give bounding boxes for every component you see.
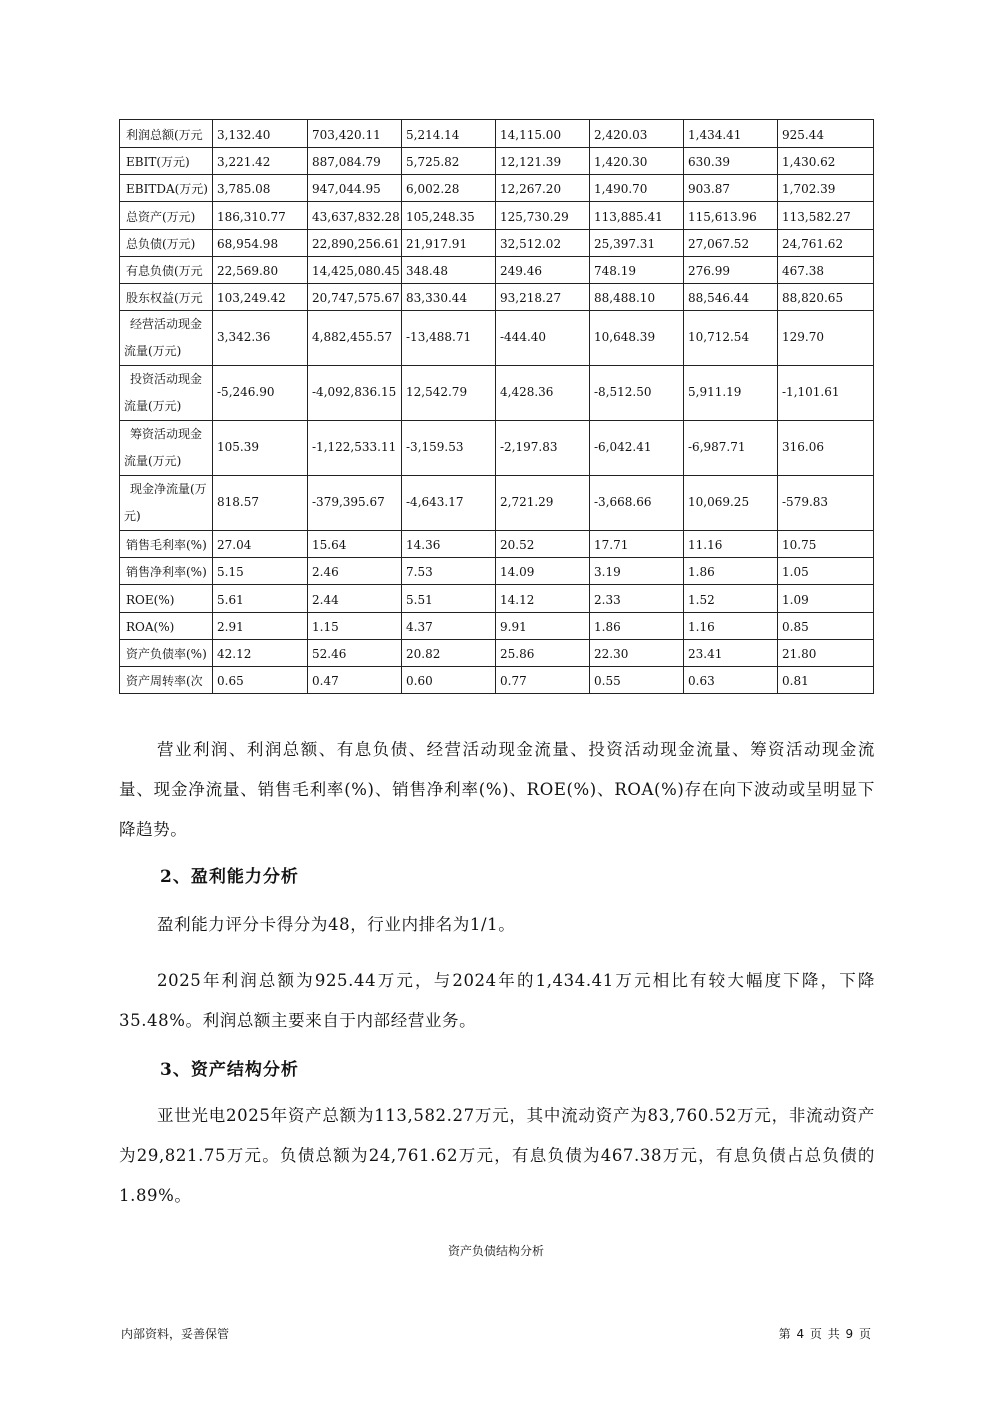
table-row bbox=[120, 476, 874, 531]
row-label: 股东权益(万元 bbox=[120, 284, 213, 311]
table-cell: 103,249.42 bbox=[213, 284, 308, 311]
row-label: 资产周转率(次 bbox=[120, 667, 213, 694]
row-label: ROA(%) bbox=[120, 613, 213, 640]
table-cell: 115,613.96 bbox=[684, 202, 778, 230]
table-cell: 1,490.70 bbox=[590, 175, 684, 202]
table-cell: 10,648.39 bbox=[590, 311, 684, 366]
table-cell: 22.30 bbox=[590, 640, 684, 667]
table-row bbox=[120, 667, 874, 694]
table-cell: 2.33 bbox=[590, 585, 684, 613]
table-cell: -13,488.71 bbox=[402, 311, 496, 366]
row-label: EBIT(万元) bbox=[120, 148, 213, 175]
table-cell: 818.57 bbox=[213, 476, 308, 531]
table-cell: 4,882,455.57 bbox=[308, 311, 402, 366]
table-row bbox=[120, 148, 874, 175]
row-label: 筹资活动现金流量(万元) bbox=[120, 421, 213, 476]
row-label: 投资活动现金流量(万元) bbox=[120, 366, 213, 421]
table-cell: 17.71 bbox=[590, 531, 684, 558]
row-label: 销售净利率(%) bbox=[120, 558, 213, 585]
table-cell: 10,712.54 bbox=[684, 311, 778, 366]
table-cell: 88,488.10 bbox=[590, 284, 684, 311]
table-cell: 0.77 bbox=[496, 667, 590, 694]
table-cell: 14.12 bbox=[496, 585, 590, 613]
table-cell: 0.65 bbox=[213, 667, 308, 694]
table-cell: 186,310.77 bbox=[213, 202, 308, 230]
table-cell: 20.82 bbox=[402, 640, 496, 667]
row-label: 销售毛利率(%) bbox=[120, 531, 213, 558]
profit-total-paragraph: 2025年利润总额为925.44万元，与2024年的1,434.41万元相比有较大幅度下降，下降35.48%。利润总额主要来自于内部经营业务。 bbox=[119, 971, 875, 1030]
table-row bbox=[120, 366, 874, 421]
table-cell: -6,042.41 bbox=[590, 421, 684, 476]
table-cell: 83,330.44 bbox=[402, 284, 496, 311]
table-cell: 105.39 bbox=[213, 421, 308, 476]
table-row bbox=[120, 640, 874, 667]
trend-summary-paragraph: 营业利润、利润总额、有息负债、经营活动现金流量、投资活动现金流量、筹资活动现金流量、现金净流量、销售毛利率(%)、销售净利率(%)、ROE(%)、ROA(%)存在向下波动或呈明显下降趋势。 bbox=[119, 740, 875, 839]
table-cell: -4,643.17 bbox=[402, 476, 496, 531]
table-cell: 903.87 bbox=[684, 175, 778, 202]
table-row bbox=[120, 558, 874, 585]
footer-page-number: 第 4 页 共 9 页 bbox=[778, 1327, 871, 1341]
table-cell: 1,702.39 bbox=[778, 175, 874, 202]
table-cell: 2,721.29 bbox=[496, 476, 590, 531]
table-cell: 1.86 bbox=[590, 613, 684, 640]
table-cell: 11.16 bbox=[684, 531, 778, 558]
table-row bbox=[120, 175, 874, 202]
table-cell: 27.04 bbox=[213, 531, 308, 558]
table-cell: 0.47 bbox=[308, 667, 402, 694]
table-cell: 630.39 bbox=[684, 148, 778, 175]
table-cell: 0.63 bbox=[684, 667, 778, 694]
table-cell: 125,730.29 bbox=[496, 202, 590, 230]
table-row bbox=[120, 120, 874, 148]
table-row bbox=[120, 421, 874, 476]
table-cell: 348.48 bbox=[402, 257, 496, 284]
table-cell: 316.06 bbox=[778, 421, 874, 476]
table-cell: 467.38 bbox=[778, 257, 874, 284]
table-cell: 25,397.31 bbox=[590, 230, 684, 257]
table-cell: 1,430.62 bbox=[778, 148, 874, 175]
table-cell: 4,428.36 bbox=[496, 366, 590, 421]
table-cell: 3,342.36 bbox=[213, 311, 308, 366]
table-cell: 1,420.30 bbox=[590, 148, 684, 175]
table-cell: 14.09 bbox=[496, 558, 590, 585]
table-cell: 2.46 bbox=[308, 558, 402, 585]
table-cell: 6,002.28 bbox=[402, 175, 496, 202]
table-cell: 113,885.41 bbox=[590, 202, 684, 230]
table-cell: 3.19 bbox=[590, 558, 684, 585]
row-label: 经营活动现金流量(万元) bbox=[120, 311, 213, 366]
table-cell: -2,197.83 bbox=[496, 421, 590, 476]
table-cell: 5.15 bbox=[213, 558, 308, 585]
table-cell: 0.55 bbox=[590, 667, 684, 694]
table-cell: -3,668.66 bbox=[590, 476, 684, 531]
table-cell: 21.80 bbox=[778, 640, 874, 667]
table-cell: -379,395.67 bbox=[308, 476, 402, 531]
table-cell: 113,582.27 bbox=[778, 202, 874, 230]
table-cell: 249.46 bbox=[496, 257, 590, 284]
table-row bbox=[120, 613, 874, 640]
table-cell: 21,917.91 bbox=[402, 230, 496, 257]
table-cell: 748.19 bbox=[590, 257, 684, 284]
table-row bbox=[120, 230, 874, 257]
table-cell: 2.91 bbox=[213, 613, 308, 640]
table-cell: -8,512.50 bbox=[590, 366, 684, 421]
table-cell: 887,084.79 bbox=[308, 148, 402, 175]
table-cell: 12,267.20 bbox=[496, 175, 590, 202]
table-cell: 88,820.65 bbox=[778, 284, 874, 311]
table-cell: 1.15 bbox=[308, 613, 402, 640]
row-label: 总资产(万元) bbox=[120, 202, 213, 230]
row-label: 资产负债率(%) bbox=[120, 640, 213, 667]
table-cell: 10,069.25 bbox=[684, 476, 778, 531]
row-label: 现金净流量(万元) bbox=[120, 476, 213, 531]
table-cell: 24,761.62 bbox=[778, 230, 874, 257]
table-cell: 22,890,256.61 bbox=[308, 230, 402, 257]
table-body bbox=[120, 120, 874, 694]
profitability-score-paragraph: 盈利能力评分卡得分为48，行业内排名为1/1。 bbox=[157, 915, 516, 934]
table-cell: 9.91 bbox=[496, 613, 590, 640]
table-cell: 88,546.44 bbox=[684, 284, 778, 311]
table-cell: 703,420.11 bbox=[308, 120, 402, 148]
table-cell: 7.53 bbox=[402, 558, 496, 585]
table-cell: 12,542.79 bbox=[402, 366, 496, 421]
table-cell: 0.81 bbox=[778, 667, 874, 694]
table-cell: 1.05 bbox=[778, 558, 874, 585]
table-cell: 20.52 bbox=[496, 531, 590, 558]
table-row bbox=[120, 311, 874, 366]
table-cell: 27,067.52 bbox=[684, 230, 778, 257]
section-heading-asset-structure: 3、资产结构分析 bbox=[160, 1060, 299, 1080]
table-cell: 43,637,832.28 bbox=[308, 202, 402, 230]
table-cell: 5.61 bbox=[213, 585, 308, 613]
chart-caption: 资产负债结构分析 bbox=[447, 1244, 544, 1258]
table-cell: 105,248.35 bbox=[402, 202, 496, 230]
table-cell: -444.40 bbox=[496, 311, 590, 366]
table-row bbox=[120, 202, 874, 230]
table-cell: 42.12 bbox=[213, 640, 308, 667]
table-cell: 15.64 bbox=[308, 531, 402, 558]
table-cell: -1,101.61 bbox=[778, 366, 874, 421]
table-cell: 5,911.19 bbox=[684, 366, 778, 421]
table-cell: 2.44 bbox=[308, 585, 402, 613]
row-label: 利润总额(万元 bbox=[120, 120, 213, 148]
table-cell: 925.44 bbox=[778, 120, 874, 148]
table-cell: 25.86 bbox=[496, 640, 590, 667]
table-cell: 1.16 bbox=[684, 613, 778, 640]
table-cell: 14,425,080.45 bbox=[308, 257, 402, 284]
row-label: 有息负债(万元 bbox=[120, 257, 213, 284]
table-cell: 1,434.41 bbox=[684, 120, 778, 148]
table-cell: 276.99 bbox=[684, 257, 778, 284]
table-cell: -3,159.53 bbox=[402, 421, 496, 476]
row-label: EBITDA(万元) bbox=[120, 175, 213, 202]
table-cell: -579.83 bbox=[778, 476, 874, 531]
table-cell: 3,132.40 bbox=[213, 120, 308, 148]
footer-confidential-note: 内部资料，妥善保管 bbox=[121, 1327, 230, 1341]
table-cell: 12,121.39 bbox=[496, 148, 590, 175]
row-label: ROE(%) bbox=[120, 585, 213, 613]
table-cell: -5,246.90 bbox=[213, 366, 308, 421]
table-cell: 3,221.42 bbox=[213, 148, 308, 175]
table-cell: 0.85 bbox=[778, 613, 874, 640]
table-row bbox=[120, 257, 874, 284]
section-heading-profitability: 2、盈利能力分析 bbox=[160, 867, 299, 887]
table-cell: 2,420.03 bbox=[590, 120, 684, 148]
table-cell: 4.37 bbox=[402, 613, 496, 640]
asset-structure-paragraph: 亚世光电2025年资产总额为113,582.27万元，其中流动资产为83,760.52万元，非流动资产为29,821.75万元。负债总额为24,761.62万元，有息负债为467.38万元，有息负债占总负债的1.89%。 bbox=[119, 1106, 875, 1205]
table-cell: -4,092,836.15 bbox=[308, 366, 402, 421]
row-label: 总负债(万元) bbox=[120, 230, 213, 257]
table-row bbox=[120, 531, 874, 558]
table-cell: 129.70 bbox=[778, 311, 874, 366]
table-cell: 68,954.98 bbox=[213, 230, 308, 257]
table-cell: 14.36 bbox=[402, 531, 496, 558]
table-row bbox=[120, 284, 874, 311]
table-row bbox=[120, 585, 874, 613]
table-cell: 5,725.82 bbox=[402, 148, 496, 175]
table-cell: 22,569.80 bbox=[213, 257, 308, 284]
table-cell: 10.75 bbox=[778, 531, 874, 558]
table-cell: 0.60 bbox=[402, 667, 496, 694]
table-cell: 1.09 bbox=[778, 585, 874, 613]
table-cell: 1.52 bbox=[684, 585, 778, 613]
table-cell: 5.51 bbox=[402, 585, 496, 613]
table-cell: 93,218.27 bbox=[496, 284, 590, 311]
table-cell: -1,122,533.11 bbox=[308, 421, 402, 476]
table-cell: 52.46 bbox=[308, 640, 402, 667]
table-cell: -6,987.71 bbox=[684, 421, 778, 476]
table-cell: 3,785.08 bbox=[213, 175, 308, 202]
financial-indicators-table bbox=[119, 119, 874, 694]
table-cell: 5,214.14 bbox=[402, 120, 496, 148]
table-cell: 1.86 bbox=[684, 558, 778, 585]
table-cell: 20,747,575.67 bbox=[308, 284, 402, 311]
table-cell: 14,115.00 bbox=[496, 120, 590, 148]
table-cell: 23.41 bbox=[684, 640, 778, 667]
table-cell: 32,512.02 bbox=[496, 230, 590, 257]
table-cell: 947,044.95 bbox=[308, 175, 402, 202]
